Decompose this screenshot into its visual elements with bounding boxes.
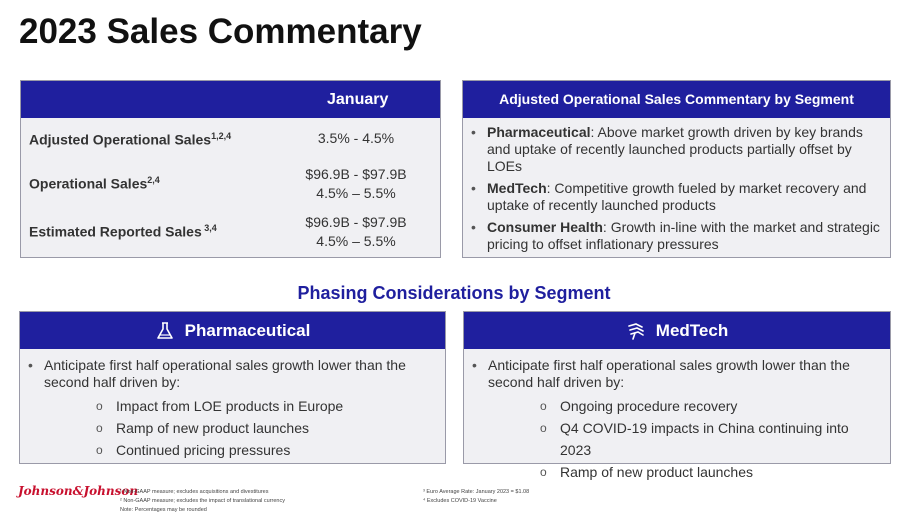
row-label: Estimated Reported Sales $^{3,4}$ (29, 223, 217, 240)
row-label: Operational Sales$^{2,4}$ (29, 175, 160, 192)
panel-header: Adjusted Operational Sales Commentary by Segment (463, 81, 890, 118)
sub-list-item: o Ramp of new product launches (488, 461, 882, 483)
panel-title: MedTech (655, 320, 729, 340)
flask-icon (155, 321, 175, 341)
page-title: 2023 Sales Commentary (19, 12, 422, 51)
row-value: 3.5% - 4.5% (317, 130, 395, 146)
pharmaceutical-panel (19, 311, 446, 464)
sales-guidance-table (20, 80, 441, 258)
list-item: • Anticipate first half operational sales growth lower than the second half driven by: o Impact from LOE products in Europe o Ramp of new product launches o Continued pricing pressures (20, 357, 437, 461)
footnotes-left: ¹ Non-GAAP measure; excludes acquisitions and divestitures ² Non-GAAP measure; excludes the impact of translational currency Note: Percentages may be rounded (120, 489, 285, 513)
table-header (21, 81, 440, 118)
row-label: Adjusted Operational Sales$^{1,2,4}$ (29, 131, 232, 148)
panel-header (20, 312, 445, 349)
medtech-panel (463, 311, 891, 480)
segment-commentary-panel (462, 80, 891, 258)
company-logo: Johnson&Johnson (18, 484, 139, 498)
list-item: • Anticipate first half operational sales growth lower than the second half driven by: o Ongoing procedure recovery o Q4 COVID-19 impacts in China continuing into 2023 o Ramp of new product launches (464, 357, 882, 483)
sub-list-item: o Ongoing procedure recovery (488, 395, 882, 417)
sub-list-item: o Impact from LOE products in Europe (44, 395, 437, 417)
sub-list-item: o Ramp of new product launches (44, 417, 437, 439)
medtech-icon (626, 321, 646, 341)
footnotes-right: ³ Euro Average Rate: January 2023 = $1.08 ⁴ Excludes COVID-19 Vaccine (423, 489, 530, 504)
list-item: • Pharmaceutical: Above market growth driven by key brands and uptake of recently launched products partially offset by LOEs (463, 124, 882, 175)
list-item: • MedTech: Competitive growth fueled by market recovery and uptake of recently launched products (463, 180, 882, 214)
list-item: • Consumer Health: Growth in-line with the market and strategic pricing to offset inflationary pressures (463, 219, 882, 253)
section-title: Phasing Considerations by Segment (297, 283, 611, 303)
panel-title: Pharmaceutical (184, 320, 311, 340)
column-header-january: January (327, 91, 389, 108)
row-value: $96.9B - $97.9B 4.5% – 5.5% (305, 214, 407, 249)
sub-list-item: o Continued pricing pressures (44, 439, 437, 461)
row-value: $96.9B - $97.9B 4.5% – 5.5% (305, 166, 407, 201)
panel-header (464, 312, 890, 349)
sub-list-item: o Q4 COVID-19 impacts in China continuing into 2023 (488, 417, 882, 461)
